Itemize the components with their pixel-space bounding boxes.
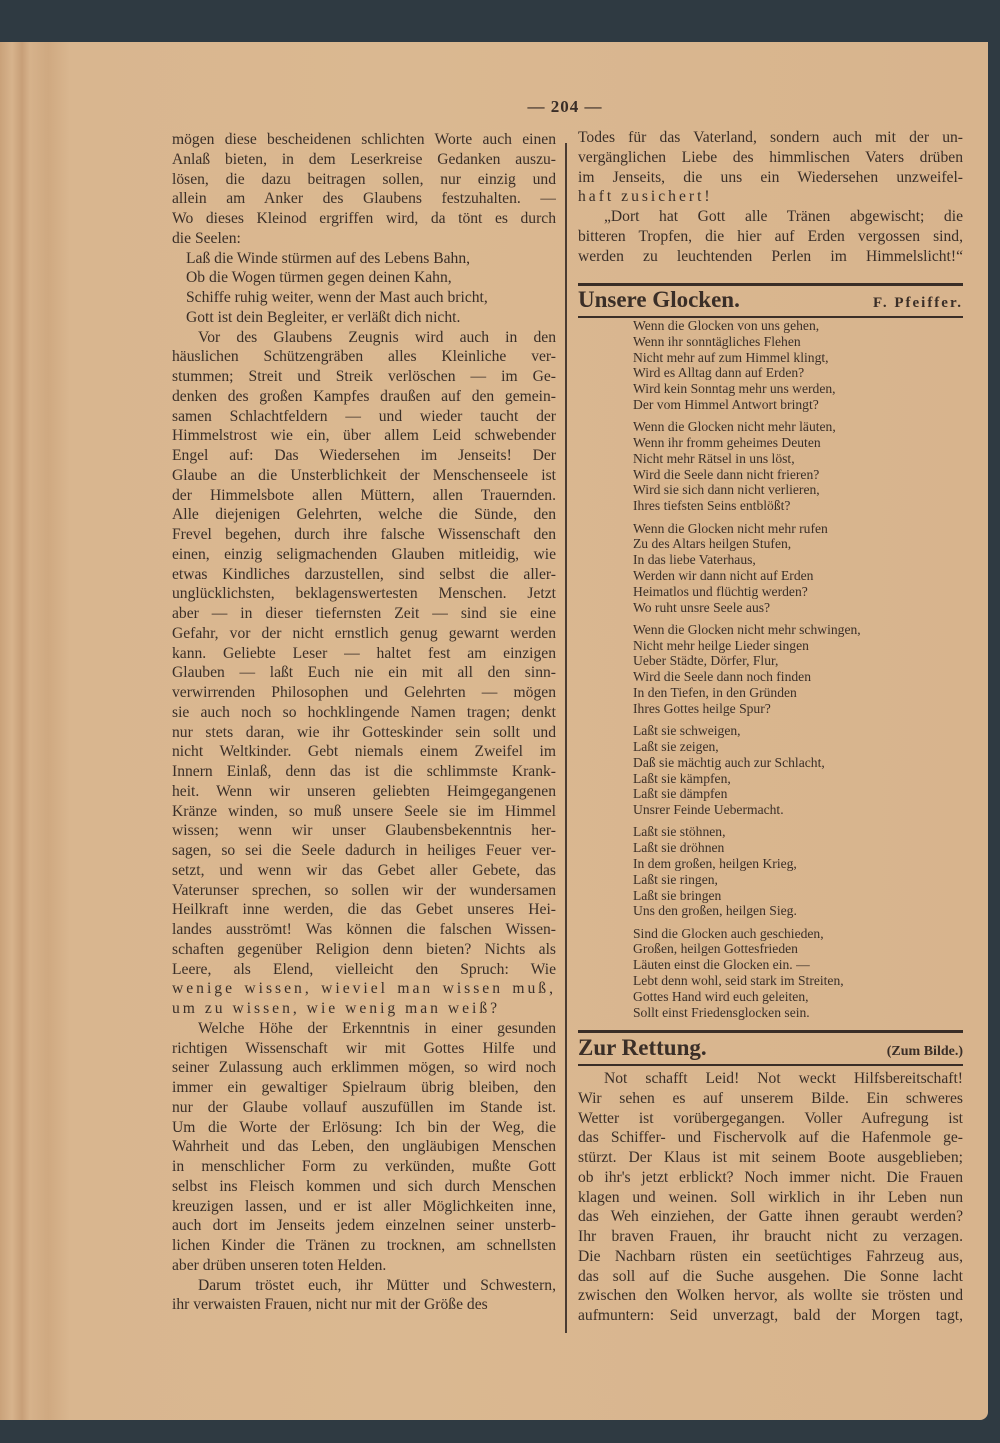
- text-line: Vor des Glaubens Zeugnis wird auch in den: [198, 328, 556, 346]
- text-line: Vaterunser sprechen, so sollen wir der wundersamen: [172, 881, 556, 899]
- poem-line: Wenn die Glocken nicht mehr schwingen,: [633, 621, 861, 637]
- poem-line: Wenn die Glocken nicht mehr läuten,: [633, 419, 836, 435]
- poem-line: In dem großen, heilgen Krieg,: [633, 856, 797, 871]
- text-line: Leere, als Elend, vielleicht den Spruch: Wie: [172, 960, 556, 978]
- article-body: [578, 1069, 963, 1326]
- text-line: Gefahr, vor der nicht ernstlich genug gewarnt werden: [172, 624, 556, 642]
- text-line: häuslichen Schützengräben alles Kleinliche ver-: [172, 348, 556, 366]
- text-line: Not schafft Leid! Not weckt Hilfsbereitschaft!: [604, 1070, 963, 1087]
- poem-line: Zu des Altars heilgen Stufen,: [633, 536, 792, 552]
- poem-line: Gottes Hand wird euch geleiten,: [633, 988, 809, 1004]
- poem-line: Ihres tiefsten Seins entblößt?: [633, 498, 791, 514]
- text-line: seiner Zulassung auch erklimmen mögen, so wird noch: [172, 1059, 556, 1077]
- text-line: Heilkraft inne werden, die das Gebet unseres Hei-: [172, 901, 556, 919]
- poem-line: Daß sie mächtig auch zur Schlacht,: [633, 754, 825, 770]
- text-line: Ob die Wogen türmen gegen deinen Kahn,: [186, 269, 452, 287]
- text-line: etwas Kindliches darzustellen, sind selbst die aller-: [172, 565, 556, 583]
- text-line: Schiffe ruhig weiter, wenn der Mast auch bricht,: [186, 289, 488, 306]
- poem-line: Heimatlos und flüchtig werden?: [633, 583, 808, 599]
- poem-line: Wird es Alltag dann auf Erden?: [633, 365, 805, 381]
- poem-line: Laßt sie schweigen,: [633, 723, 741, 739]
- poem-line: Wenn die Glocken nicht mehr rufen: [633, 520, 828, 536]
- left-column: [172, 130, 556, 1315]
- text-line: setzt, und wenn wir das Gebet aller Gebete, das: [172, 861, 556, 879]
- text-line: sie auch noch so hochklingende Namen tragen; denkt: [172, 703, 556, 721]
- text-line: nicht Weltkinder. Gebt niemals einem Zweifel im: [172, 743, 556, 761]
- poem-stanza: [633, 723, 861, 818]
- poem-line: Ueber Städte, Dörfer, Flur,: [633, 653, 779, 669]
- text-line: die Seelen:: [172, 229, 241, 247]
- text-line: Engel auf: Das Wiedersehen im Jenseits! Der: [172, 447, 556, 464]
- text-line: schaften gegenüber Religion denn bieten? Nichts als: [172, 940, 556, 958]
- text-line: einen, einzig seligmachenden Glauben mitleidig, wie: [172, 545, 556, 563]
- text-line: das Schiffer- und Fischervolk auf die Hafenmole ge-: [578, 1129, 963, 1147]
- text-line: Um die Worte der Erlösung: Ich bin der Weg, die: [172, 1118, 556, 1136]
- poem-line: Wenn die Glocken von uns gehen,: [633, 318, 820, 333]
- poem-line: Laßt sie bringen: [633, 887, 722, 903]
- text-line: immer ein gewaltiger Spielraum übrig bleiben, den: [172, 1079, 556, 1096]
- poem-stanza: [633, 521, 861, 616]
- article-title: Zur Rettung.: [578, 1035, 707, 1060]
- text-line: auch dort im Jenseits jedem einzelnen seiner unsterb-: [172, 1217, 556, 1235]
- text-line: Innern Einlaß, denn das ist die schlimmste Krank-: [172, 763, 556, 780]
- poem-heading: [578, 287, 963, 313]
- text-line: „Dort hat Gott alle Tränen abgewischt; die: [604, 208, 963, 225]
- poem-stanza: [633, 926, 861, 1021]
- poem-line: Wird sie sich dann nicht verlieren,: [633, 482, 820, 498]
- text-line: lichen Kinder die Tränen zu trocknen, am schnellsten: [172, 1237, 556, 1254]
- article-heading: [578, 1035, 963, 1061]
- section-rule: [578, 283, 963, 286]
- text-line: Ihr braven Frauen, ihr braucht nicht zu verzagen.: [578, 1228, 963, 1245]
- text-line: Darum tröstet euch, ihr Mütter und Schwestern,: [198, 1276, 556, 1294]
- poem-line: Wo ruht unsre Seele aus?: [633, 599, 771, 615]
- poem-stanza: [633, 318, 861, 413]
- text-line: Glaube an die Unsterblichkeit der Menschenseele ist: [172, 466, 556, 484]
- text-line: das Weh einziehen, der Gatte ihnen geraubt werden?: [578, 1208, 963, 1226]
- poem-stanza: [633, 824, 861, 919]
- poem-stanza: [633, 419, 861, 514]
- text-line: Welche Höhe der Erkenntnis in einer gesunden: [198, 1019, 556, 1037]
- poem-line: Laßt sie zeigen,: [633, 738, 719, 754]
- poem-line: Werden wir dann nicht auf Erden: [633, 567, 814, 583]
- text-line: Frevel begehen, durch ihre falsche Wissenschaft den: [172, 526, 556, 543]
- text-line: richtigen Wissenschaft wir mit Gottes Hilfe und: [172, 1039, 556, 1057]
- article-note: (Zum Bilde.): [886, 1044, 963, 1059]
- poem-line: Sind die Glocken auch geschieden,: [633, 925, 824, 941]
- page-number: — 204 —: [527, 97, 603, 116]
- text-line: in menschlicher Form zu verkünden, mußte Gott: [172, 1158, 556, 1175]
- text-line: im Jenseits, die uns ein Wiedersehen unzweifel-: [578, 168, 963, 186]
- text-line: samen Schlachtfeldern — und wieder taucht der: [172, 407, 556, 425]
- poem-line: Wird kein Sonntag mehr uns werden,: [633, 381, 836, 397]
- text-line: nur stets daran, wie ihr Gotteskinder sein sollt und: [172, 723, 556, 741]
- poem-line: Nicht mehr Rätsel in uns löst,: [633, 450, 795, 466]
- poem-line: Ihres Gottes heilge Spur?: [633, 700, 771, 716]
- poem-line: Der vom Himmel Antwort bringt?: [633, 396, 819, 412]
- text-line: vergänglichen Liebe des himmlischen Vaters drüben: [578, 148, 963, 166]
- text-line: zwischen den Wolken hervor, als wollte sie trösten und: [578, 1287, 963, 1305]
- text-line: unglücklichsten, beklagenswertesten Menschen. Jetzt: [172, 585, 556, 603]
- poem-author: F. Pfeiffer.: [873, 295, 963, 311]
- text-line: Wetter ist vorübergegangen. Voller Aufregung ist: [578, 1109, 963, 1127]
- section-rule: [578, 1064, 963, 1066]
- text-line: Glauben — laßt Euch nie ein mit all den sinn-: [172, 664, 556, 682]
- poem-line: Wird die Seele dann nicht frieren?: [633, 466, 820, 482]
- text-line: wenige wissen, wieviel man wissen muß,: [172, 980, 556, 998]
- poem-line: In das liebe Vaterhaus,: [633, 552, 756, 568]
- text-line: Wo dieses Kleinod ergriffen wird, da tönt es durch: [172, 210, 556, 227]
- text-line: selbst ins Fleisch kommen und sich durch Menschen: [172, 1177, 556, 1195]
- text-line: ihr verwaisten Frauen, nicht nur mit der Größe des: [172, 1296, 488, 1314]
- poem-line: Wenn ihr sonntägliches Flehen: [633, 333, 801, 349]
- text-line: heit. Wenn wir unseren geliebten Heimgegangenen: [172, 782, 556, 800]
- text-line: aber drüben unseren toten Helden.: [172, 1256, 387, 1274]
- poem-line: Uns den großen, heilgen Sieg.: [633, 903, 797, 919]
- text-line: denken des großen Kampfes draußen auf den gemein-: [172, 387, 556, 405]
- text-line: das soll auf die Suche ausgehen. Die Sonne lacht: [578, 1267, 963, 1285]
- text-line: stummen; Streit und Streik verlöschen — im Ge-: [172, 368, 556, 385]
- poem-stanza: [633, 622, 861, 717]
- text-line: Wir sehen es auf unserem Bilde. Ein schweres: [578, 1089, 963, 1107]
- poem-line: Laßt sie dämpfen: [633, 786, 728, 802]
- text-line: der Himmelsbote allen Müttern, allen Trauernden.: [172, 486, 556, 504]
- text-line: mögen diese bescheidenen schlichten Worte auch einen: [172, 131, 556, 148]
- right-column-intro: [578, 128, 963, 266]
- text-line: lösen, die dazu beitragen sollen, nur einzig und: [172, 170, 556, 188]
- text-line: Himmelstrost wie ein, über allem Leid schwebender: [172, 427, 556, 445]
- text-line: Wahrheit und das Leben, den ungläubigen Menschen: [172, 1138, 556, 1156]
- poem-line: Lebt denn wohl, seid stark im Streiten,: [633, 973, 844, 989]
- text-line: wissen; wenn wir unser Glaubensbekenntnis her-: [172, 822, 556, 840]
- poem-line: Wenn ihr fromm geheimes Deuten: [633, 435, 821, 451]
- text-line: Kränze winden, so muß unsere Seele sie im Himmel: [172, 802, 556, 820]
- text-line: Todes für das Vaterland, sondern auch mit der un-: [578, 129, 963, 146]
- text-line: Anlaß bieten, in dem Leserkreise Gedanken auszu-: [172, 150, 556, 168]
- text-line: kreuzigen lassen, und er ist aller Möglichkeiten inne,: [172, 1197, 556, 1215]
- text-line: klagen und weinen. Soll wirklich in ihr Leben nun: [578, 1188, 963, 1206]
- poem-line: Laßt sie dröhnen: [633, 840, 725, 856]
- poem-line: Unsrer Feinde Uebermacht.: [633, 802, 784, 818]
- poem-line: Nicht mehr auf zum Himmel klingt,: [633, 349, 829, 365]
- text-line: ob ihr's jetzt erblickt? Noch immer nicht. Die Frauen: [578, 1168, 963, 1186]
- book-cover-edge: [0, 0, 1000, 42]
- poem-title: Unsere Glocken.: [578, 287, 740, 312]
- poem-line: Sollt einst Friedensglocken sein.: [633, 1004, 810, 1020]
- text-line: werden zu leuchtenden Perlen im Himmelslicht!“: [578, 247, 963, 265]
- poem-line: Laßt sie stöhnen,: [633, 824, 726, 840]
- text-line: Gott ist dein Begleiter, er verläßt dich nicht.: [186, 308, 461, 326]
- text-line: aber — in dieser tiefernsten Zeit — sind sie eine: [172, 605, 556, 622]
- text-line: sagen, so sei die Seele dadurch in heiliges Feuer ver-: [172, 842, 556, 859]
- text-line: stürzt. Der Klaus ist mit seinem Boote ausgeblieben;: [578, 1149, 963, 1166]
- column-divider: [565, 143, 567, 1333]
- text-line: kann. Geliebte Leser — haltet fest am einzigen: [172, 644, 556, 662]
- text-line: Die Nachbarn rüsten ein seetüchtiges Fahrzeug aus,: [578, 1247, 963, 1265]
- text-line: nur der Glaube vollauf auszufüllen im Stande ist.: [172, 1098, 556, 1116]
- section-rule: [578, 1030, 963, 1033]
- poem-line: Laßt sie kämpfen,: [633, 770, 731, 786]
- text-line: haft zusichert!: [578, 188, 713, 206]
- text-line: Laß die Winde stürmen auf des Lebens Bahn,: [186, 249, 471, 267]
- text-line: allein am Anker des Glaubens festzuhalten. —: [172, 190, 556, 208]
- text-line: verwirrenden Philosophen und Gelehrten — mögen: [172, 684, 556, 701]
- text-line: Alle diejenigen Gelehrten, welche die Sünde, den: [172, 506, 556, 524]
- text-line: aufmuntern: Seid unverzagt, bald der Morgen tagt,: [578, 1307, 963, 1324]
- poem-line: Läuten einst die Glocken ein. —: [633, 957, 810, 973]
- text-line: landes ausströmt! Was können die falschen Wissen-: [172, 921, 556, 938]
- poem-line: In den Tiefen, in den Gründen: [633, 685, 797, 701]
- text-line: bitteren Tropfen, die hier auf Erden vergossen sind,: [578, 227, 963, 245]
- poem: [633, 318, 861, 1027]
- text-line: um zu wissen, wie wenig man weiß?: [172, 1000, 501, 1017]
- poem-line: Laßt sie ringen,: [633, 871, 718, 887]
- poem-line: Großen, heilgen Gottesfrieden: [633, 941, 798, 957]
- poem-line: Wird die Seele dann noch finden: [633, 669, 811, 685]
- poem-line: Nicht mehr heilge Lieder singen: [633, 637, 809, 653]
